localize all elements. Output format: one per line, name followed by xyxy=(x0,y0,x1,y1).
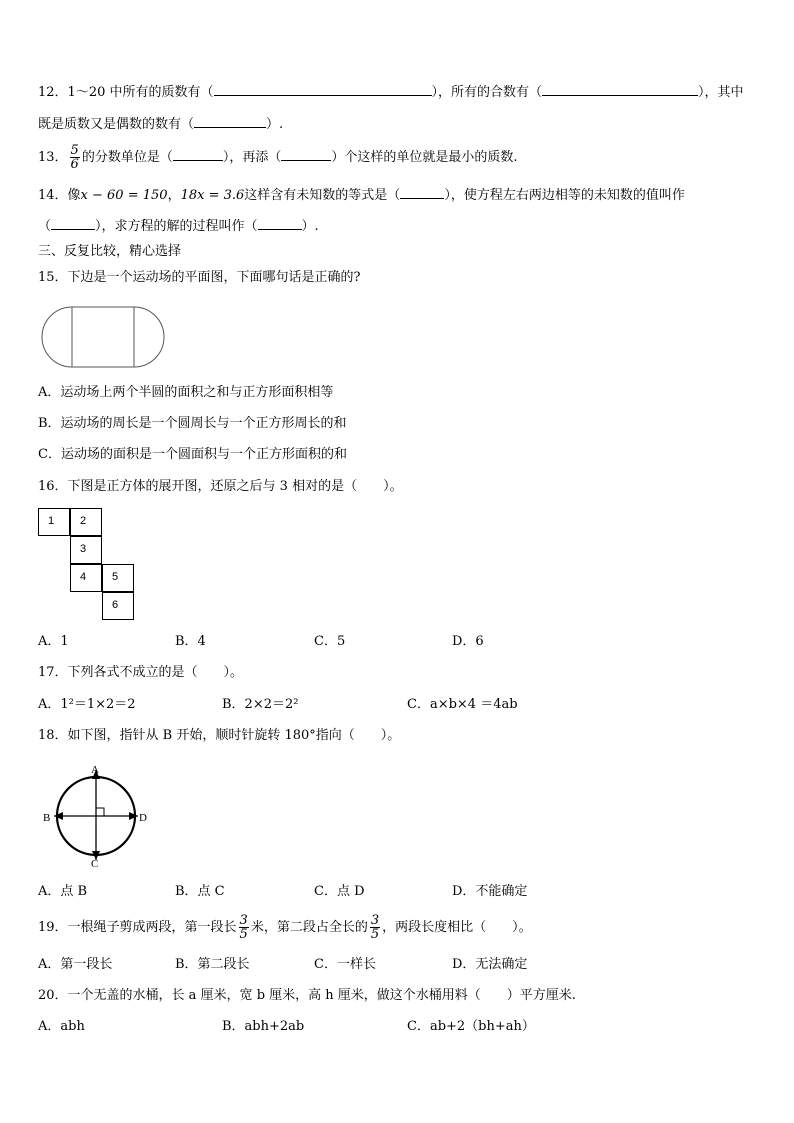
question-17-stem: 17．下列各式不成立的是（ ）。 xyxy=(38,665,244,680)
option-d[interactable]: D．不能确定 xyxy=(452,884,528,899)
answer-blank[interactable] xyxy=(194,114,266,128)
question-19-stem: 19．一根绳子剪成两段，第一段长 $\frac{3}{5}$ 米，第二段占全长的 $\frac{3}{5}$ ，两段长度相比（ ）。 xyxy=(38,913,532,942)
answer-blank[interactable] xyxy=(173,147,223,161)
fraction: $\frac{3}{5}$ xyxy=(239,913,248,942)
compass-diagram xyxy=(38,760,156,868)
option-a[interactable]: A．1 xyxy=(38,634,69,649)
option-b[interactable]: B．abh+2ab xyxy=(222,1019,305,1034)
option-d[interactable]: D．无法确定 xyxy=(452,957,528,972)
option-b[interactable]: B．第二段长 xyxy=(175,957,250,972)
question-12-line1: 12．1～20 中所有的质数有（ ），所有的合数有（ ），其中 xyxy=(38,82,744,102)
option-a[interactable]: A．abh xyxy=(38,1019,85,1034)
net-cell: 4 xyxy=(70,564,102,592)
question-16-stem: 16．下图是正方体的展开图，还原之后与 3 相对的是（ ）。 xyxy=(38,479,403,494)
label-a: A xyxy=(91,764,99,776)
option-b[interactable]: B．点 C xyxy=(175,884,225,899)
answer-blank[interactable] xyxy=(51,216,95,230)
fraction: $\frac{5}{6}$ xyxy=(70,143,79,172)
option-a[interactable]: A．运动场上两个半圆的面积之和与正方形面积相等 xyxy=(38,385,334,400)
label-b: B xyxy=(43,812,51,824)
net-cell: 1 xyxy=(38,508,70,536)
answer-blank[interactable] xyxy=(400,185,444,199)
answer-blank[interactable] xyxy=(214,82,432,96)
option-c[interactable]: C．5 xyxy=(314,634,346,649)
question-14-line2: （ ），求方程的解的过程叫作（ ）. xyxy=(38,216,319,236)
option-a[interactable]: A．点 B xyxy=(38,884,88,899)
option-c[interactable]: C．运动场的面积是一个圆面积与一个正方形面积的和 xyxy=(38,447,347,462)
question-18-stem: 18．如下图，指针从 B 开始，顺时针旋转 180°指向（ ）。 xyxy=(38,728,401,743)
option-c[interactable]: C．点 D xyxy=(314,884,365,899)
question-14-line1: 14．像x − 60 = 150，18x = 3.6这样含有未知数的等式是（ ），使方程左右两边相等的未知数的值叫作 xyxy=(38,185,685,205)
option-d[interactable]: D．6 xyxy=(452,634,484,649)
fraction: $\frac{3}{5}$ xyxy=(370,913,380,942)
option-c[interactable]: C．a×b×4 ＝4ab xyxy=(407,697,518,712)
question-20-stem: 20．一个无盖的水桶，长 a 厘米，宽 b 厘米，高 h 厘米，做这个水桶用料（ ）平方厘米. xyxy=(38,988,576,1003)
net-cell: 3 xyxy=(70,536,102,564)
section-heading: 三、反复比较，精心选择 xyxy=(38,244,182,259)
label-c: C xyxy=(91,858,99,868)
option-b[interactable]: B．4 xyxy=(175,634,206,649)
answer-blank[interactable] xyxy=(542,82,698,96)
question-15-stem: 15．下边是一个运动场的平面图，下面哪句话是正确的? xyxy=(38,270,361,285)
option-c[interactable]: C．一样长 xyxy=(314,957,376,972)
option-a[interactable]: A．1²＝1×2＝2 xyxy=(38,697,136,712)
net-cell: 2 xyxy=(70,508,102,536)
option-a[interactable]: A．第一段长 xyxy=(38,957,113,972)
question-13: 13． $\frac{5}{6}$ 的分数单位是（ ），再添（ ）个这样的单位就是最小的质数. xyxy=(38,143,518,172)
option-b[interactable]: B．运动场的周长是一个圆周长与一个正方形周长的和 xyxy=(38,416,347,431)
answer-blank[interactable] xyxy=(258,216,302,230)
stadium-diagram xyxy=(38,306,168,368)
net-cell: 5 xyxy=(102,564,134,592)
question-12-line2: 既是质数又是偶数的数有（ ）. xyxy=(38,114,283,134)
option-b[interactable]: B．2×2＝2² xyxy=(222,697,299,712)
answer-blank[interactable] xyxy=(281,147,331,161)
option-c[interactable]: C．ab+2（bh+ah） xyxy=(407,1019,535,1034)
net-cell: 6 xyxy=(102,592,134,620)
label-d: D xyxy=(139,812,147,824)
